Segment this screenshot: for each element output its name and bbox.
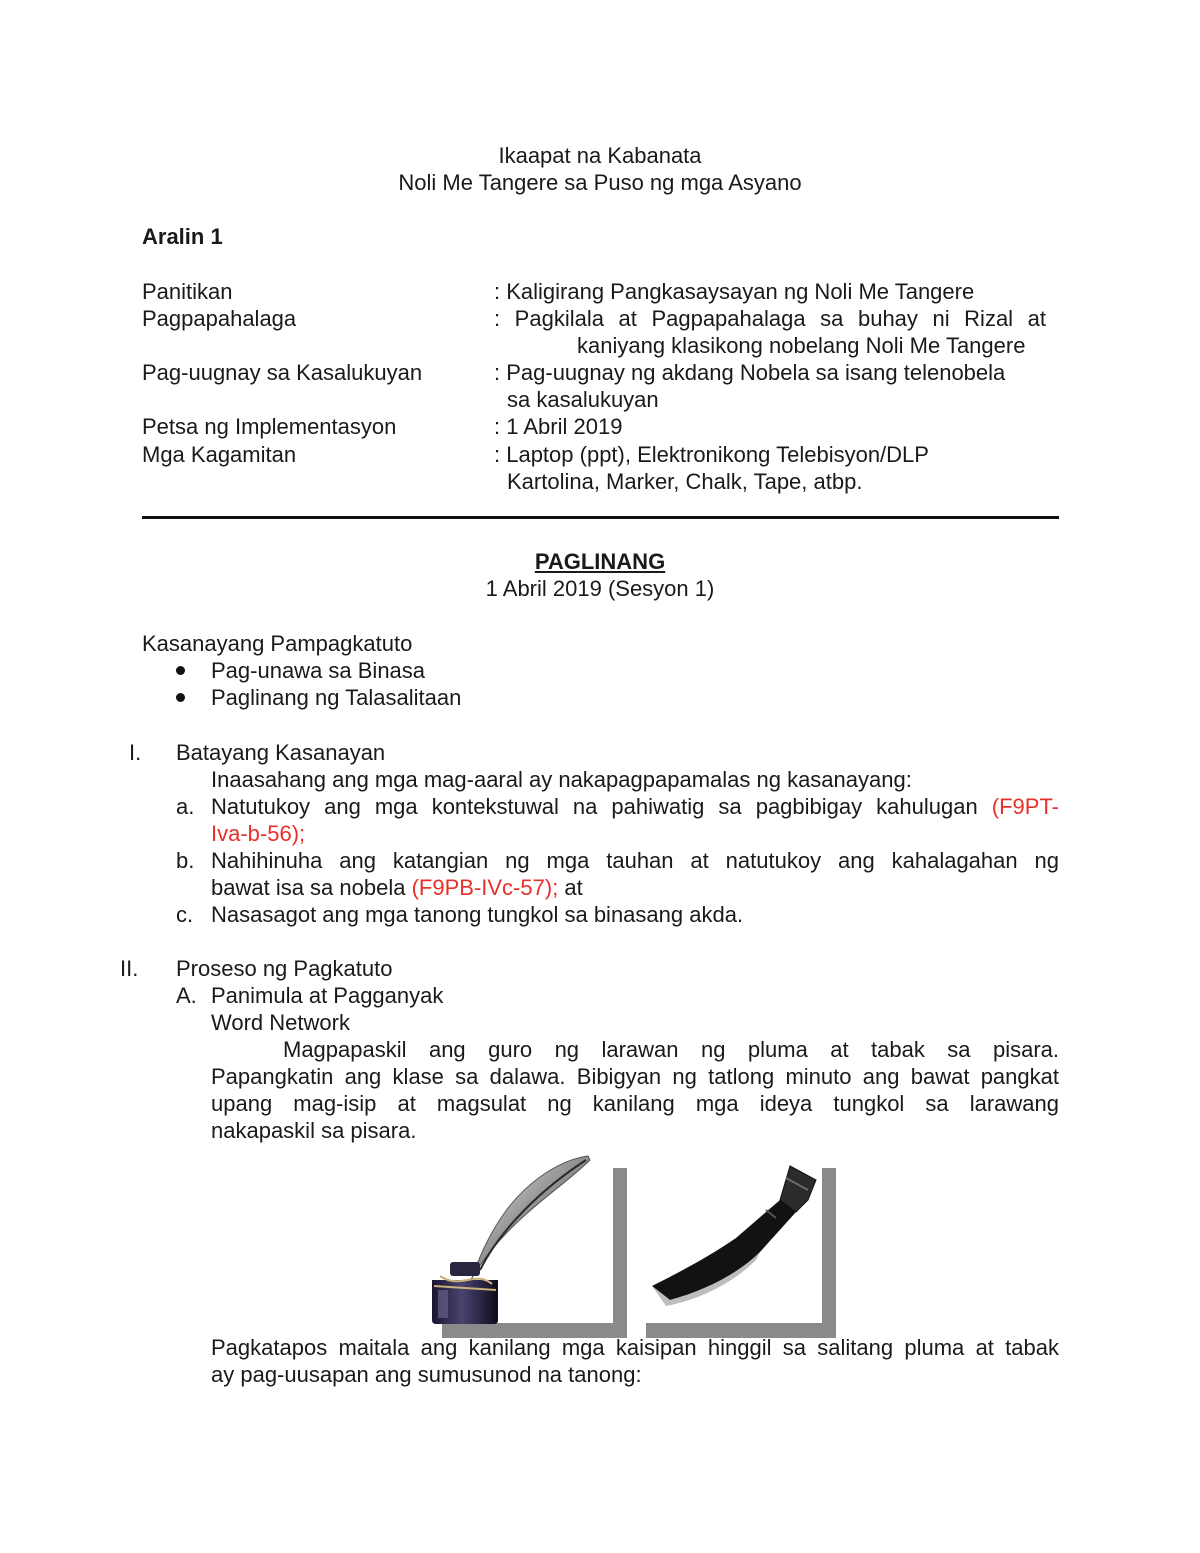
item-c-letter: c.: [176, 902, 194, 927]
kagamitan-value-1: : Laptop (ppt), Elektronikong Telebisyon/DLP: [494, 442, 929, 467]
after-image-line-1: Pagkatapos maitala ang kanilang mga kaisipan hinggil sa salitang pluma at tabak: [211, 1335, 1059, 1360]
panitikan-label: Panitikan: [142, 279, 233, 304]
part1-numeral: I.: [129, 740, 142, 765]
part2-a-letter: A.: [176, 983, 197, 1008]
chapter-title: Ikaapat na Kabanata: [498, 143, 702, 168]
kasanayan-item: Pag-unawa sa Binasa: [211, 658, 426, 683]
pagpapahalaga-value-1: : Pagkilala at Pagpapahalaga sa buhay ni Rizal at: [494, 306, 1046, 331]
part2-a-heading: Panimula at Pagganyak: [211, 983, 444, 1008]
lesson-title: Aralin 1: [142, 224, 223, 249]
item-a-code-cont: Iva-b-56);: [211, 821, 306, 846]
kagamitan-label: Mga Kagamitan: [142, 442, 297, 467]
pagpapahalaga-value-2: kaniyang klasikong nobelang Noli Me Tangere: [577, 333, 1026, 358]
part1-heading: Batayang Kasanayan: [176, 740, 386, 765]
activity-title: Word Network: [211, 1010, 350, 1035]
pag-uugnay-value-1: : Pag-uugnay ng akdang Nobela sa isang telenobela: [494, 360, 1006, 385]
kasanayan-heading: Kasanayang Pampagkatuto: [142, 631, 413, 656]
pag-uugnay-value-2: sa kasalukuyan: [507, 387, 659, 412]
machete-image: [640, 1160, 820, 1310]
pagpapahalaga-label: Pagpapahalaga: [142, 306, 297, 331]
item-b-line-2: [211, 874, 583, 901]
bullet-icon: [176, 693, 185, 702]
panitikan-value: : Kaligirang Pangkasaysayan ng Noli Me Tangere: [494, 279, 975, 304]
item-c-text: Nasasagot ang mga tanong tungkol sa binasang akda.: [211, 902, 744, 927]
quill-inkwell-image: [420, 1150, 620, 1325]
petsa-value: : 1 Abril 2019: [494, 414, 623, 439]
paragraph-line-4: nakapaskil sa pisara.: [211, 1118, 417, 1143]
kasanayan-item: Paglinang ng Talasalitaan: [211, 685, 462, 710]
section-date: 1 Abril 2019 (Sesyon 1): [485, 576, 715, 601]
part2-heading: Proseso ng Pagkatuto: [176, 956, 393, 981]
item-a-letter: a.: [176, 794, 195, 819]
part2-numeral: II.: [120, 956, 139, 981]
bullet-icon: [176, 666, 185, 675]
chapter-subtitle: Noli Me Tangere sa Puso ng mga Asyano: [398, 170, 802, 195]
pag-uugnay-label: Pag-uugnay sa Kasalukuyan: [142, 360, 423, 385]
kagamitan-value-2: Kartolina, Marker, Chalk, Tape, atbp.: [507, 469, 863, 494]
item-b-letter: b.: [176, 848, 195, 873]
part1-intro: Inaasahang ang mga mag-aaral ay nakapagpapamalas ng kasanayang:: [211, 767, 912, 792]
after-image-line-2: ay pag-uusapan ang sumusunod na tanong:: [211, 1362, 642, 1387]
item-a-text: Natutukoy ang mga kontekstuwal na pahiwatig sa pagbibigay kahulugan: [211, 794, 978, 819]
frame-bar: [822, 1168, 836, 1338]
petsa-label: Petsa ng Implementasyon: [142, 414, 397, 439]
horizontal-divider: [142, 516, 1059, 519]
paragraph-line-2: Papangkatin ang klase sa dalawa. Bibigyan ng tatlong minuto ang bawat pangkat: [211, 1064, 1059, 1089]
item-b-code: (F9PB-IVc-57);: [411, 875, 559, 900]
item-b-text: bawat isa sa nobela: [211, 875, 406, 900]
item-b-end: at: [564, 875, 583, 900]
item-a-code: (F9PT-: [991, 794, 1059, 819]
section-title: PAGLINANG: [534, 549, 666, 574]
item-b-line-1: Nahihinuha ang katangian ng mga tauhan at natutukoy ang kahalagahan ng: [211, 848, 1059, 873]
paragraph-line-1: Magpapaskil ang guro ng larawan ng pluma at tabak sa pisara.: [283, 1037, 1059, 1062]
paragraph-line-3: upang mag-isip at magsulat ng kanilang mga ideya tungkol sa larawang: [211, 1091, 1059, 1116]
item-a-line-1: [211, 793, 1059, 820]
